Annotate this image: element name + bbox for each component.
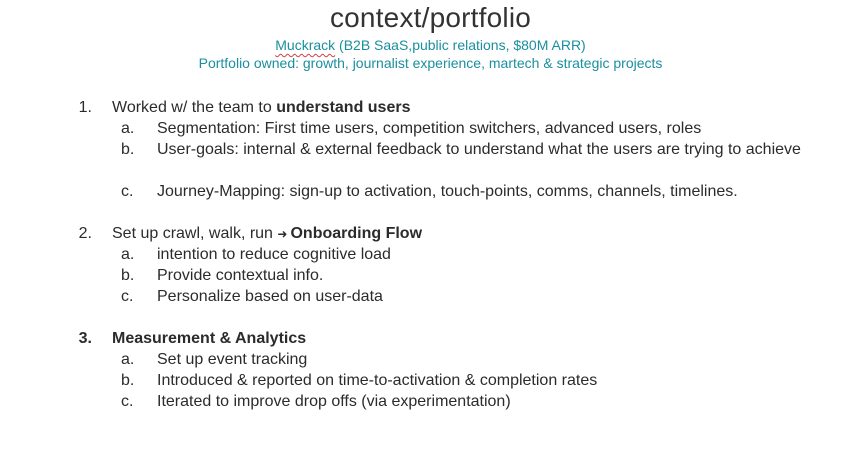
subitem-text: Provide contextual info. bbox=[157, 267, 324, 284]
heading-text: Set up crawl, walk, run bbox=[112, 225, 278, 242]
list-number: 3. bbox=[78, 330, 92, 347]
subitem-letter: a. bbox=[121, 351, 135, 368]
heading-bold-text: Onboarding Flow bbox=[290, 225, 423, 242]
slide-title: context/portfolio bbox=[329, 2, 532, 33]
list-number: 1. bbox=[78, 99, 92, 116]
list-item-heading bbox=[0, 223, 861, 244]
list-item-heading bbox=[0, 328, 861, 349]
list-heading bbox=[112, 97, 410, 118]
subitem-letter: a. bbox=[121, 246, 135, 263]
subitem-letter: b. bbox=[121, 267, 135, 284]
heading-bold-text: Measurement & Analytics bbox=[112, 330, 307, 347]
subitem-text: Introduced & reported on time-to-activation & completion rates bbox=[157, 372, 598, 389]
subitem-text: intention to reduce cognitive load bbox=[157, 246, 391, 263]
company-subtitle bbox=[0, 37, 861, 53]
list-heading bbox=[112, 328, 306, 349]
subitem-letter: c. bbox=[121, 288, 134, 305]
subitem-text: Set up event tracking bbox=[157, 351, 308, 368]
list-subitem bbox=[0, 286, 861, 307]
list-heading bbox=[112, 223, 422, 245]
subitem-letter: b. bbox=[121, 141, 135, 158]
numbered-list bbox=[0, 97, 861, 433]
portfolio-subtitle: Portfolio owned: growth, journalist experience, martech & strategic projects bbox=[198, 55, 663, 71]
list-subitem bbox=[0, 391, 861, 412]
subitem-text: Journey-Mapping: sign-up to activation, touch-points, comms, channels, timelines. bbox=[157, 183, 738, 200]
subitem-text: Segmentation: First time users, competition switchers, advanced users, roles bbox=[157, 120, 702, 137]
subitem-text: Iterated to improve drop offs (via experimentation) bbox=[157, 393, 511, 410]
subitem-letter: c. bbox=[121, 183, 134, 200]
list-subitem bbox=[0, 265, 861, 286]
list-number: 2. bbox=[78, 225, 92, 242]
right-arrow-icon: ➜ bbox=[277, 227, 288, 241]
list-subitem bbox=[0, 349, 861, 370]
list-subitem bbox=[0, 139, 861, 181]
list-section-measurement bbox=[0, 328, 861, 412]
list-item-heading bbox=[0, 97, 861, 118]
subitem-letter: a. bbox=[121, 120, 135, 137]
list-subitem bbox=[0, 181, 861, 202]
heading-text: Worked w/ the team to bbox=[112, 99, 277, 116]
list-subitem bbox=[0, 118, 861, 139]
subitem-text: User-goals: internal & external feedback to understand what the users are trying to achieve bbox=[157, 141, 801, 158]
heading-bold-text: understand users bbox=[276, 99, 411, 116]
subitem-text: Personalize based on user-data bbox=[157, 288, 383, 305]
list-section-onboarding-flow bbox=[0, 223, 861, 307]
company-details: (B2B SaaS,public relations, $80M ARR) bbox=[335, 37, 586, 53]
subitem-letter: b. bbox=[121, 372, 135, 389]
list-section-understand-users bbox=[0, 97, 861, 202]
subitem-letter: c. bbox=[121, 393, 134, 410]
list-subitem bbox=[0, 370, 861, 391]
company-name: Muckrack bbox=[275, 37, 336, 53]
list-subitem bbox=[0, 244, 861, 265]
